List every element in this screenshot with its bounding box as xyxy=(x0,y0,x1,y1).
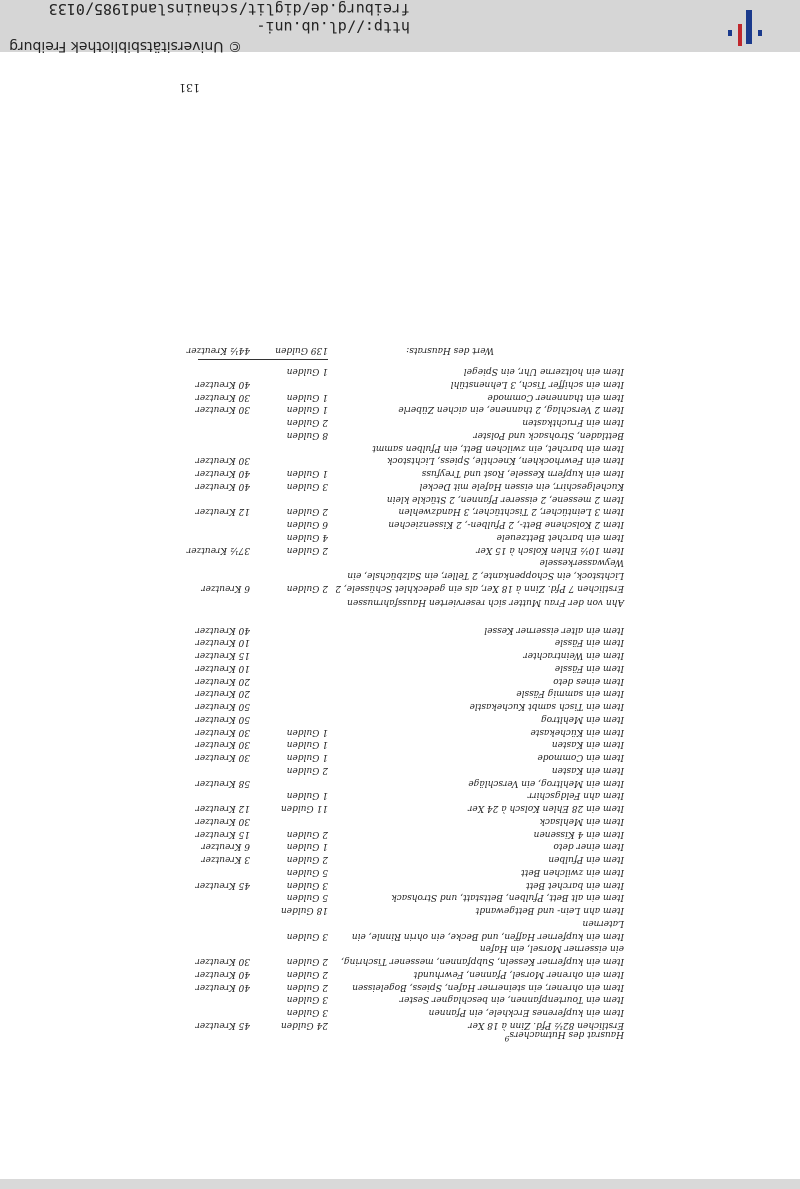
row-desc: Item ein ohrener Morsel, Pfannen, Fewrhundt xyxy=(413,969,624,979)
row-desc: Item eines deto xyxy=(553,675,624,686)
row-gulden: 2 Gulden xyxy=(286,583,328,593)
row-gulden: 2 Gulden xyxy=(286,956,328,967)
row-kreutzer: 40 Kreutzer xyxy=(195,379,250,389)
row-kreutzer: 58 Kreutzer xyxy=(195,777,250,788)
table-row xyxy=(174,942,624,968)
table-row xyxy=(174,543,624,556)
total-kreutzer: 44½ Kreutzer xyxy=(186,345,250,356)
row-desc: Item ein Tourtenpfannen, ein beschlagner Sester xyxy=(399,994,624,1005)
table-row xyxy=(174,738,624,751)
row-gulden: 1 Gulden xyxy=(286,391,328,402)
row-desc: Item ein Kasten xyxy=(551,739,624,750)
row-kreutzer: 10 Kreutzer xyxy=(195,637,250,648)
row-desc: Item ein kupferner Kesseln, Subpfannen, messener Tischring, ein eisserner Morsel, ein Hafen xyxy=(340,943,624,967)
table-row xyxy=(174,725,624,738)
row-gulden: 6 Gulden xyxy=(286,519,328,530)
footer-bar xyxy=(0,0,800,52)
row-desc: Item ein Küchekaste xyxy=(530,726,624,737)
table-row xyxy=(174,814,624,827)
row-desc: Item 2 Verschlag, 2 thannene, ein aichen Züberle xyxy=(398,404,624,415)
table-row xyxy=(174,390,624,403)
row-gulden: 1 Gulden xyxy=(286,366,328,377)
row-desc: Item ein alter eisserner Kessel xyxy=(484,624,624,635)
row-desc: Kuchelgeschirr, ein eissen Hafele mit Deckel xyxy=(419,481,624,491)
row-kreutzer: 40 Kreutzer xyxy=(195,969,250,979)
table-row xyxy=(174,479,624,492)
row-gulden: 2 Gulden xyxy=(286,417,328,428)
row-desc: Erstlichen 7 Pfd. Zinn à 18 Xer, als ein gedeckhlet Schüssele, 2 Lichtstock, ein Schoppenkante, 2 Teller, ein Salzbüchsle, ein Weywasserkessele xyxy=(335,557,624,593)
row-gulden: 24 Gulden xyxy=(280,1020,328,1030)
row-desc: Item 2 messene, 2 eisserer Pfannen, 2 Stückle klein xyxy=(386,493,624,504)
row-kreutzer: 30 Kreutzer xyxy=(195,956,250,967)
row-kreutzer: 37½ Kreutzer xyxy=(186,544,250,555)
row-kreutzer: 30 Kreutzer xyxy=(195,816,250,826)
row-desc: Item ein kupferenes Erckhele, ein Pfannen xyxy=(428,1007,624,1018)
row-desc: Item ein Commode xyxy=(537,752,624,763)
table-row xyxy=(174,904,624,917)
row-gulden: 1 Gulden xyxy=(286,841,328,852)
table-row xyxy=(174,1006,624,1019)
row-kreutzer: 40 Kreutzer xyxy=(195,481,250,491)
row-gulden: 3 Gulden xyxy=(286,930,328,941)
row-desc: Item ein alt Bett, Pfulben, Bettstatt, und Strohsack xyxy=(391,892,624,903)
row-kreutzer: 40 Kreutzer xyxy=(195,624,250,635)
row-desc: Item ein schiffer Tisch, 3 Lehnenstühl xyxy=(450,379,624,389)
section-heading-mutter: Ahn von der Frau Mutter sich reservierten Haussfahrnussen xyxy=(347,597,624,607)
row-gulden: 2 Gulden xyxy=(286,969,328,979)
row-desc: Item ein ohrener, ein steinerner Hafen, Spiess, Bogeleissen xyxy=(352,981,624,992)
row-kreutzer: 40 Kreutzer xyxy=(195,981,250,992)
total-label: Wert des Hausrats: xyxy=(406,345,494,356)
row-kreutzer: 10 Kreutzer xyxy=(195,663,250,673)
row-desc: Item ein Fässle xyxy=(554,663,624,673)
row-gulden: 5 Gulden xyxy=(286,892,328,903)
table-row xyxy=(174,687,624,700)
document-body xyxy=(174,343,624,1047)
table-row xyxy=(174,377,624,390)
row-gulden: 2 Gulden xyxy=(286,544,328,555)
table-row xyxy=(174,878,624,891)
row-kreutzer: 15 Kreutzer xyxy=(195,828,250,839)
table-row xyxy=(174,1018,624,1031)
table-row xyxy=(174,428,624,441)
row-desc: Item ein Fässle xyxy=(554,637,624,648)
total-divider xyxy=(198,360,328,361)
table-row xyxy=(174,530,624,543)
table-row xyxy=(174,916,624,942)
table-row xyxy=(174,649,624,662)
table-row xyxy=(174,776,624,789)
row-kreutzer: 50 Kreutzer xyxy=(195,701,250,712)
row-desc: Item ein barchet Bettzeuele xyxy=(496,532,624,542)
table-row xyxy=(174,365,624,378)
row-desc: Item ein 28 Ehlen Kolsch à 24 Xer xyxy=(468,803,624,814)
total-row xyxy=(174,343,624,365)
row-gulden: 1 Gulden xyxy=(286,752,328,763)
table-row xyxy=(174,416,624,429)
row-desc: Item 3 Leintücher, 2 Tischtücher, 3 Handzwehlen xyxy=(398,506,624,517)
ub-freiburg-logo-icon xyxy=(726,10,762,46)
table-row xyxy=(174,636,624,649)
row-desc: Item 10½ Ehlen Kolsch à 15 Xer xyxy=(476,544,624,555)
row-kreutzer: 6 Kreutzer xyxy=(201,583,250,593)
table-row xyxy=(174,441,624,454)
row-kreutzer: 20 Kreutzer xyxy=(195,675,250,686)
row-kreutzer: 15 Kreutzer xyxy=(195,650,250,661)
table-row xyxy=(174,700,624,713)
row-desc: Item ein kupfern Kessele, Rost und Treyfuss xyxy=(421,468,624,479)
row-kreutzer: 30 Kreutzer xyxy=(195,752,250,763)
row-gulden: 2 Gulden xyxy=(286,981,328,992)
row-kreutzer: 30 Kreutzer xyxy=(195,404,250,415)
row-gulden: 2 Gulden xyxy=(286,828,328,839)
table-row xyxy=(174,891,624,904)
row-desc: Item ein Weintrachter xyxy=(523,650,624,661)
row-desc: Item ein thannener Commode xyxy=(487,391,624,402)
section-heading-hutmacher: Hausrat des Hutmachers$^9$ xyxy=(504,1029,624,1043)
row-desc: Item ein Pfulben xyxy=(548,854,624,865)
table-row xyxy=(174,518,624,531)
footnote-marker: 9 xyxy=(504,1034,510,1043)
row-desc: Item ahn Feldgschirr xyxy=(527,790,624,801)
table-row xyxy=(174,403,624,416)
row-gulden: 2 Gulden xyxy=(286,506,328,517)
row-gulden: 18 Gulden xyxy=(280,905,328,916)
table-row xyxy=(174,712,624,725)
row-desc: Item ein Fruchtkasten xyxy=(522,417,624,428)
row-desc: Item einer deto xyxy=(553,841,624,852)
table-row xyxy=(174,840,624,853)
table-row xyxy=(174,623,624,636)
table-row xyxy=(174,853,624,866)
row-kreutzer: 30 Kreutzer xyxy=(195,726,250,737)
table-row xyxy=(174,980,624,993)
row-desc: Item ein barchet, ein zwilchen Bett, ein Pfulben sammt xyxy=(372,442,624,453)
row-gulden: 1 Gulden xyxy=(286,726,328,737)
row-gulden: 3 Gulden xyxy=(286,481,328,491)
table-row xyxy=(174,674,624,687)
row-desc: Item ein Mehltrog, ein Verschläge xyxy=(468,777,624,788)
row-desc: Item ein zwilchen Bett xyxy=(521,867,624,877)
row-desc: Item ahn Lein- und Bettgewandt xyxy=(475,905,624,916)
row-desc: Item ein kupferner Haffen, und Becke, ein ohrin Rinnle, ein Laternen xyxy=(351,918,624,941)
row-kreutzer: 12 Kreutzer xyxy=(195,506,250,517)
footer-copyright: © Universitätsbibliothek Freiburg xyxy=(9,38,242,54)
viewer-top-bar xyxy=(0,1179,800,1189)
table-row xyxy=(174,505,624,518)
row-kreutzer: 30 Kreutzer xyxy=(195,391,250,402)
table-row xyxy=(174,967,624,980)
row-kreutzer: 30 Kreutzer xyxy=(195,455,250,466)
row-desc: Item ein holtzerne Uhr, ein Spiegel xyxy=(463,366,624,377)
row-desc: Erstlichen 82½ Pfd. Zinn à 18 Xer xyxy=(468,1020,624,1030)
row-gulden: 1 Gulden xyxy=(286,404,328,415)
row-kreutzer: 45 Kreutzer xyxy=(195,1020,250,1030)
table-row xyxy=(174,827,624,840)
row-desc: Item ein 4 Kissenen xyxy=(533,828,624,839)
row-kreutzer: 30 Kreutzer xyxy=(195,739,250,750)
row-gulden: 1 Gulden xyxy=(286,790,328,801)
row-desc: Item ein Mehltrog xyxy=(540,714,624,724)
row-kreutzer: 20 Kreutzer xyxy=(195,688,250,699)
row-desc: Bettladen, Strohsack und Polster xyxy=(473,430,624,440)
total-gulden: 139 Gulden xyxy=(275,345,328,356)
row-gulden: 1 Gulden xyxy=(286,739,328,750)
table-row xyxy=(174,865,624,878)
row-kreutzer: 45 Kreutzer xyxy=(195,879,250,890)
page-number: 131 xyxy=(179,81,200,94)
row-gulden: 2 Gulden xyxy=(286,765,328,775)
row-desc: Item ein Fewrhockhen, Knechtle, Spiess, Lichtstock xyxy=(387,455,624,466)
table-row xyxy=(174,492,624,505)
footer-url-link[interactable]: http://dl.ub.uni-freiburg.de/diglit/schauinsland1985/0133 xyxy=(48,0,410,36)
table-row xyxy=(174,993,624,1006)
row-desc: Item ein sammig Fässle xyxy=(516,688,624,699)
row-desc: Item ein barchet Bett xyxy=(526,879,624,890)
row-gulden: 1 Gulden xyxy=(286,468,328,479)
row-gulden: 5 Gulden xyxy=(286,867,328,877)
row-kreutzer: 3 Kreutzer xyxy=(201,854,250,865)
inventory-table-mutter xyxy=(174,365,624,595)
table-row xyxy=(174,763,624,776)
table-row xyxy=(174,467,624,480)
row-gulden: 2 Gulden xyxy=(286,854,328,865)
table-row xyxy=(174,556,624,594)
row-kreutzer: 12 Kreutzer xyxy=(195,803,250,814)
row-desc: Item ein Tisch sambt Kuchekastle xyxy=(469,701,624,712)
table-row xyxy=(174,751,624,764)
row-gulden: 8 Gulden xyxy=(286,430,328,440)
row-gulden: 11 Gulden xyxy=(280,803,328,814)
row-gulden: 3 Gulden xyxy=(286,1007,328,1018)
table-row xyxy=(174,661,624,674)
table-row xyxy=(174,454,624,467)
row-gulden: 3 Gulden xyxy=(286,879,328,890)
row-kreutzer: 40 Kreutzer xyxy=(195,468,250,479)
row-desc: Item 2 Kolschene Bett-, 2 Pfulben-, 2 Kissenziechen xyxy=(388,519,624,530)
row-kreutzer: 6 Kreutzer xyxy=(201,841,250,852)
row-gulden: 3 Gulden xyxy=(286,994,328,1005)
table-row xyxy=(174,802,624,815)
row-desc: Item ein Kasten xyxy=(551,765,624,775)
inventory-table-hutmacher xyxy=(174,623,624,1031)
row-kreutzer: 50 Kreutzer xyxy=(195,714,250,724)
row-gulden: 4 Gulden xyxy=(286,532,328,542)
row-desc: Item ein Mehlsack xyxy=(539,816,624,826)
table-row xyxy=(174,789,624,802)
